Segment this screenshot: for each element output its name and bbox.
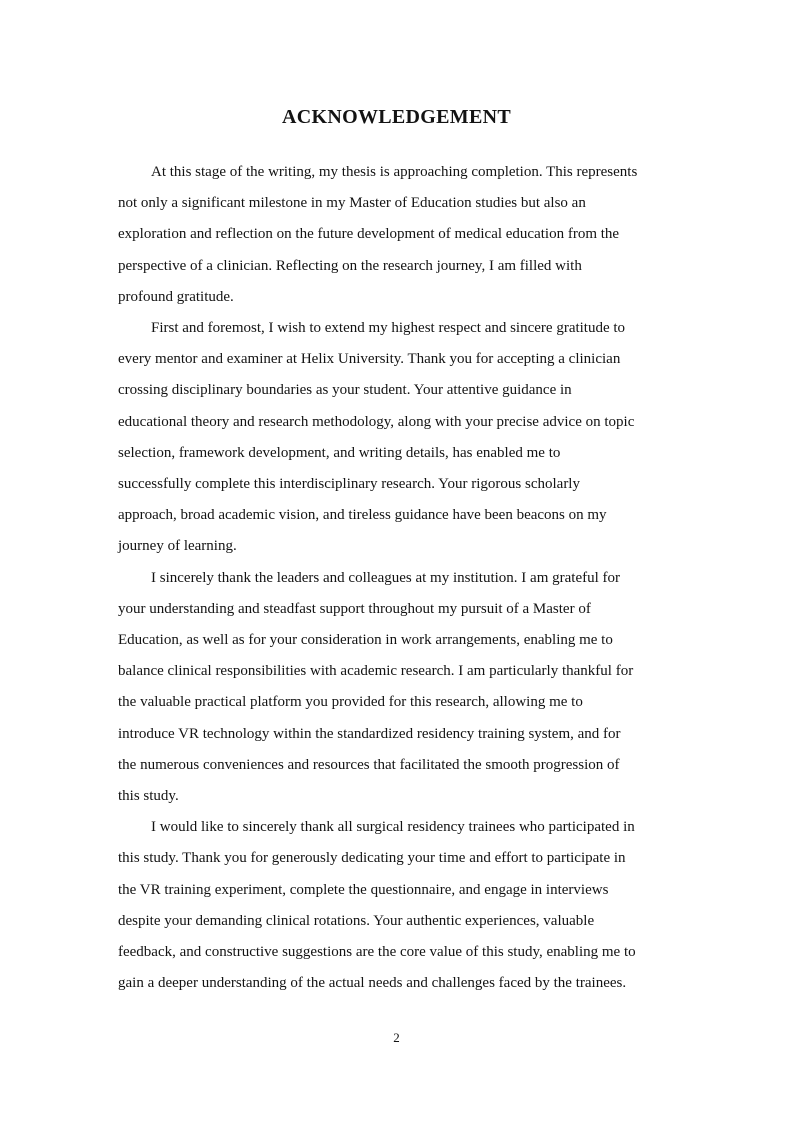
text-line: I sincerely thank the leaders and colleagues at my institution. I am grateful for [151, 569, 621, 586]
text-line: I would like to sincerely thank all surgical residency trainees who participated in [151, 819, 635, 836]
text-line: this study. Thank you for generously dedicating your time and effort to participate in [118, 850, 626, 867]
text-line: At this stage of the writing, my thesis is approaching completion. This represents [151, 164, 638, 180]
text-line: the numerous conveniences and resources that facilitated the smooth progression of [118, 756, 620, 773]
text-line: Education, as well as for your consideration in work arrangements, enabling me to [118, 632, 613, 649]
document-body [0, 157, 793, 999]
text-line: successfully complete this interdisciplinary research. Your rigorous scholarly [118, 476, 580, 493]
text-line: gain a deeper understanding of the actual needs and challenges faced by the trainees. [118, 975, 627, 992]
text-line: crossing disciplinary boundaries as your student. Your attentive guidance in [118, 382, 572, 399]
text-line: feedback, and constructive suggestions are the core value of this study, enabling me to [118, 944, 636, 961]
text-line: despite your demanding clinical rotations. Your authentic experiences, valuable [118, 912, 595, 929]
text-line: your understanding and steadfast support throughout my pursuit of a Master of [118, 600, 591, 617]
text-line: perspective of a clinician. Reflecting on the research journey, I am filled with [118, 257, 582, 274]
text-line: journey of learning. [118, 538, 237, 555]
paragraph [118, 812, 695, 999]
paragraph [118, 313, 695, 563]
text-line: introduce VR technology within the standardized residency training system, and for [118, 725, 621, 742]
text-line: selection, framework development, and writing details, has enabled me to [118, 444, 561, 461]
paragraph [118, 157, 695, 313]
text-line: every mentor and examiner at Helix University. Thank you for accepting a clinician [118, 351, 621, 368]
text-line: not only a significant milestone in my Master of Education studies but also an [118, 195, 586, 212]
text-line: balance clinical responsibilities with academic research. I am particularly thankful for [118, 663, 634, 680]
text-line: educational theory and research methodology, along with your precise advice on topic [118, 413, 635, 430]
page-title: ACKNOWLEDGEMENT [282, 106, 511, 128]
text-line: this study. [118, 788, 179, 805]
text-line: approach, broad academic vision, and tireless guidance have been beacons on my [118, 507, 607, 524]
text-line: profound gratitude. [118, 288, 234, 305]
text-line: First and foremost, I wish to extend my highest respect and sincere gratitude to [151, 320, 626, 337]
text-line: exploration and reflection on the future development of medical education from the [118, 226, 620, 243]
text-line: the valuable practical platform you provided for this research, allowing me to [118, 694, 583, 711]
text-line: the VR training experiment, complete the questionnaire, and engage in interviews [118, 881, 609, 898]
page-number: 2 [393, 1030, 400, 1045]
paragraph [118, 563, 695, 813]
